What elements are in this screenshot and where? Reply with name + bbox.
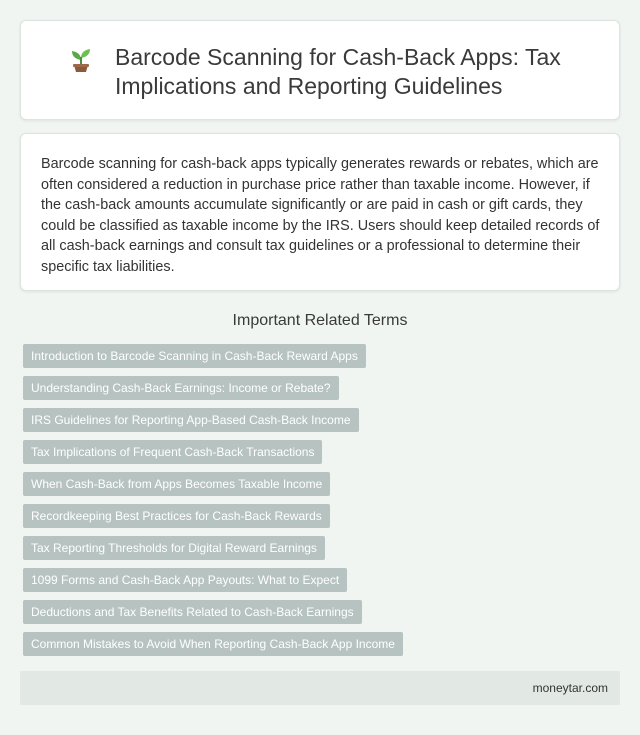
related-term-link[interactable]: When Cash-Back from Apps Becomes Taxable Income	[23, 472, 330, 496]
related-term-link[interactable]: Recordkeeping Best Practices for Cash-Back Rewards	[23, 504, 330, 528]
site-link[interactable]: moneytar.com	[532, 681, 608, 695]
page-title: Barcode Scanning for Cash-Back Apps: Tax Implications and Reporting Guidelines	[115, 44, 561, 99]
related-term-link[interactable]: 1099 Forms and Cash-Back App Payouts: What to Expect	[23, 568, 347, 592]
title-row	[69, 43, 599, 101]
summary-paragraph: Barcode scanning for cash-back apps typically generates rewards or rebates, which are often considered a reduction in purchase price rather than taxable income. However, if the cash-back amounts accumulate significantly or are paid in cash or gift cards, they could be classified as taxable income by the IRS. Users should keep detailed records of all cash-back earnings and consult tax guidelines or a professional to determine their specific tax liabilities.	[41, 156, 600, 275]
related-term-link[interactable]: Common Mistakes to Avoid When Reporting Cash-Back App Income	[23, 632, 403, 656]
related-term-link[interactable]: Deductions and Tax Benefits Related to Cash-Back Earnings	[23, 600, 362, 624]
footer	[20, 671, 620, 705]
title-card	[20, 20, 620, 120]
related-term-link[interactable]: Understanding Cash-Back Earnings: Income or Rebate?	[23, 376, 339, 400]
related-term-link[interactable]: IRS Guidelines for Reporting App-Based Cash-Back Income	[23, 408, 359, 432]
related-term-link[interactable]: Tax Implications of Frequent Cash-Back Transactions	[23, 440, 322, 464]
summary-card	[20, 133, 620, 291]
seedling-icon	[69, 45, 93, 73]
related-term-link[interactable]: Introduction to Barcode Scanning in Cash-Back Reward Apps	[23, 344, 366, 368]
related-terms-list	[23, 344, 403, 664]
related-term-link[interactable]: Tax Reporting Thresholds for Digital Reward Earnings	[23, 536, 325, 560]
related-terms-heading: Important Related Terms	[232, 312, 408, 329]
